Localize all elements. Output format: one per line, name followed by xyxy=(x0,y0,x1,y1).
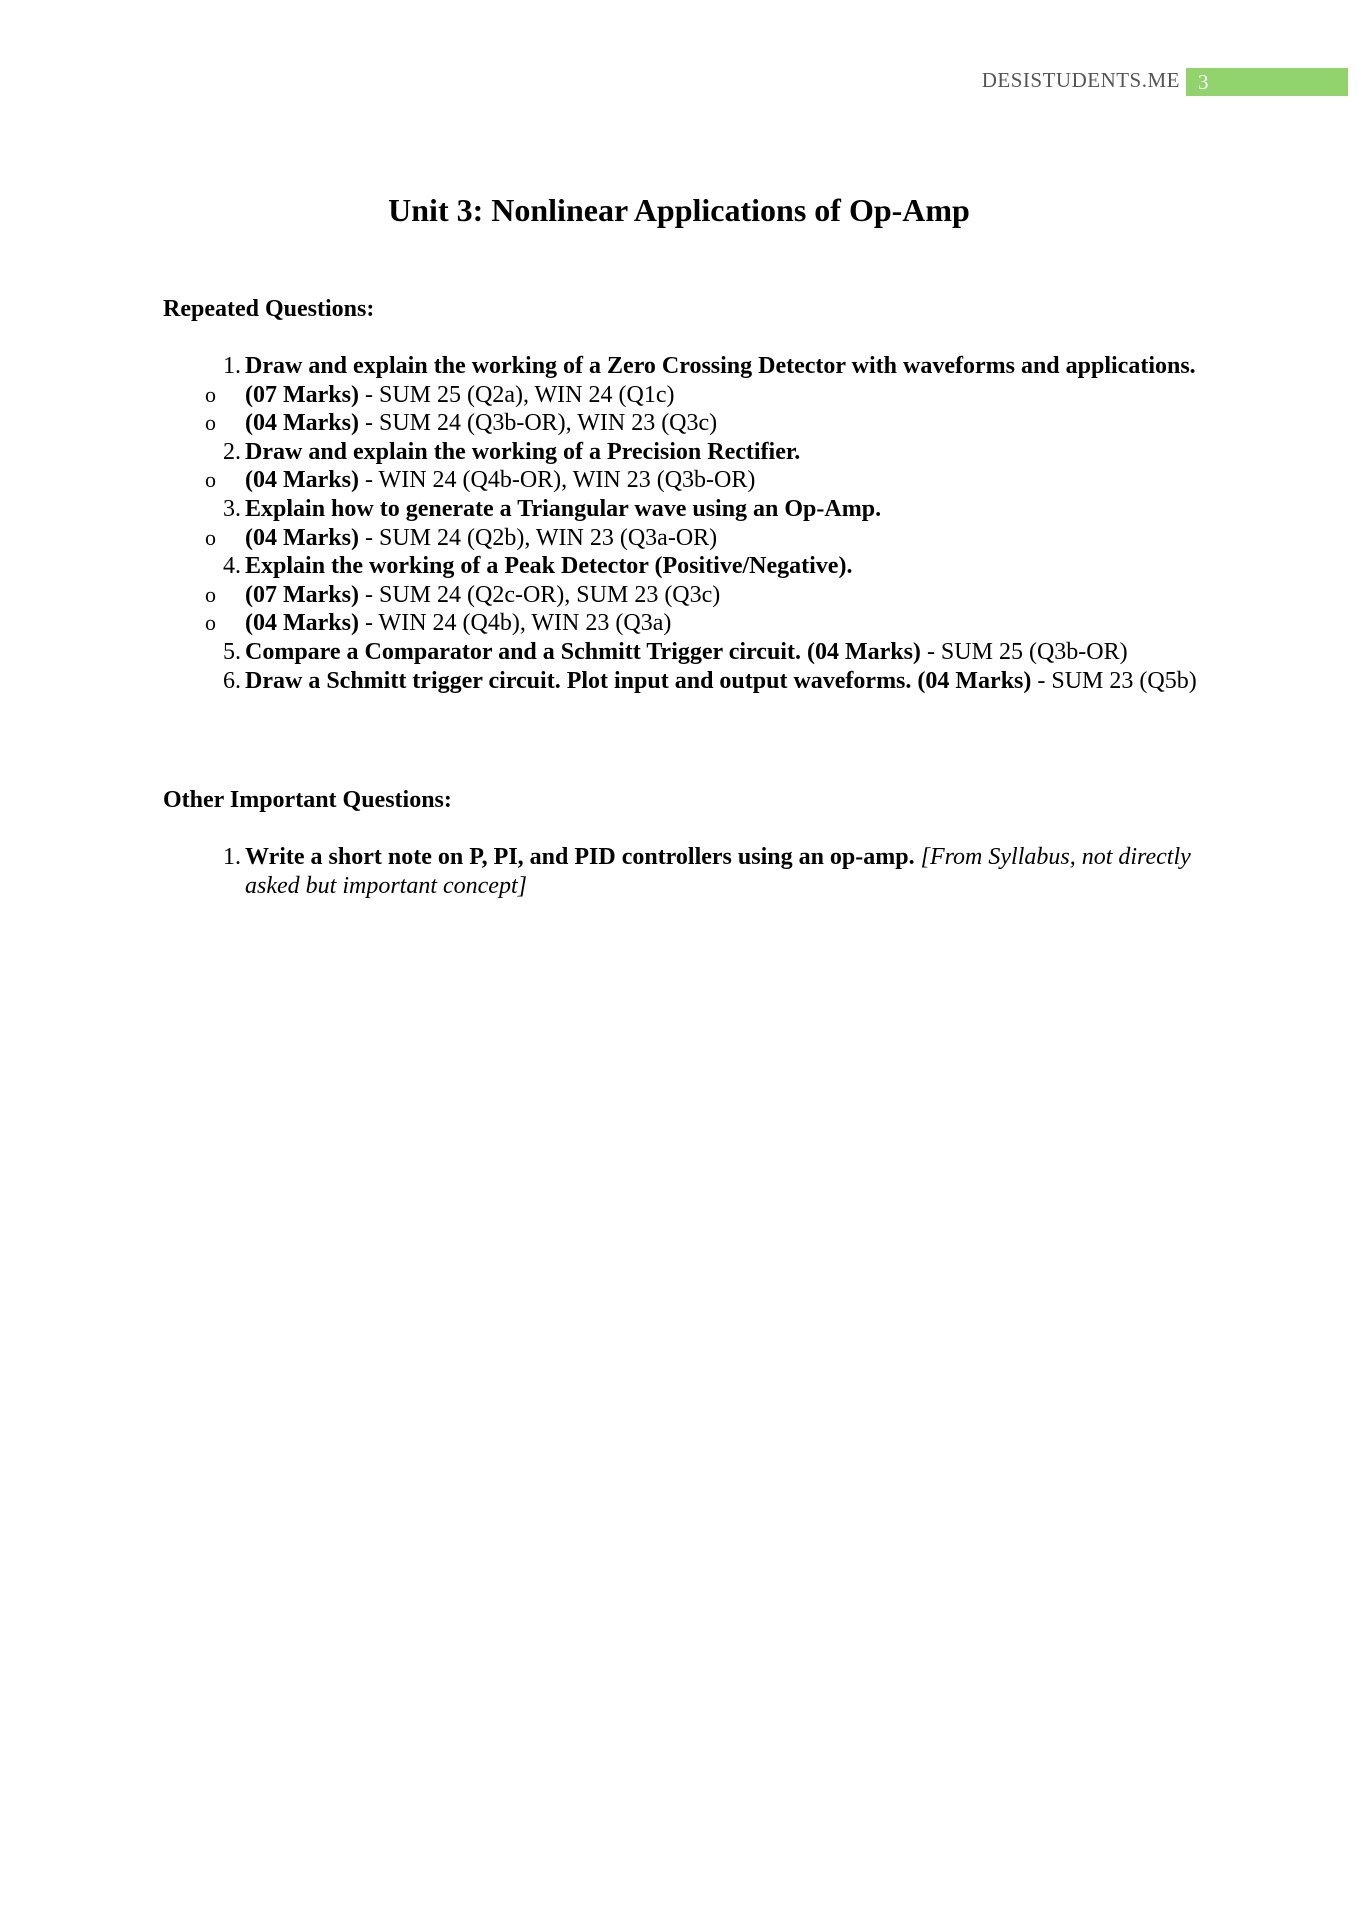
repeated-questions-heading: Repeated Questions: xyxy=(163,296,375,322)
question-text: Explain the working of a Peak Detector (Positive/Negative). xyxy=(245,553,853,580)
question-number: 4 . xyxy=(201,552,241,581)
question-text: Draw a Schmitt trigger circuit. Plot input and output waveforms. (04 Marks) xyxy=(245,667,1032,694)
question-number: 6 . xyxy=(201,667,241,696)
marks-item xyxy=(163,581,1213,610)
bullet-icon: o xyxy=(205,410,216,436)
exam-reference: - SUM 25 (Q2a), WIN 24 (Q1c) xyxy=(358,381,675,408)
repeated-questions-list xyxy=(163,352,1213,695)
marks-item xyxy=(163,381,1213,410)
question-text: Draw and explain the working of a Zero Crossing Detector with waveforms and applications. xyxy=(245,353,1196,379)
exam-reference: - SUM 24 (Q2b), WIN 23 (Q3a-OR) xyxy=(358,524,718,551)
marks-item xyxy=(163,409,1213,438)
exam-reference: - SUM 24 (Q2c-OR), SUM 23 (Q3c) xyxy=(358,581,721,608)
marks-item xyxy=(163,466,1213,495)
bullet-icon: o xyxy=(205,381,216,407)
bullet-icon: o xyxy=(205,610,216,636)
question-item xyxy=(163,352,1213,381)
other-questions-heading: Other Important Questions: xyxy=(163,787,452,813)
syllabus-note: [From Syllabus, not directly asked but important concept] xyxy=(245,844,1191,899)
question-text: Draw and explain the working of a Precision Rectifier. xyxy=(245,438,801,465)
marks-label: (07 Marks) xyxy=(245,381,359,408)
marks-label: (04 Marks) xyxy=(245,524,359,551)
header-page-number: 3 xyxy=(1186,68,1348,96)
bullet-icon: o xyxy=(205,524,216,550)
question-item xyxy=(163,843,1213,900)
page-title: Unit 3: Nonlinear Applications of Op-Amp xyxy=(388,192,970,228)
question-number: 3 . xyxy=(201,495,241,524)
question-number: 1 . xyxy=(201,352,241,381)
question-number: 1 . xyxy=(201,843,241,872)
question-item xyxy=(163,638,1213,667)
header-site-name: DESISTUDENTS.ME xyxy=(981,68,1180,92)
exam-reference: - SUM 25 (Q3b-OR) xyxy=(920,638,1128,665)
exam-reference: - SUM 23 (Q5b) xyxy=(1031,667,1197,694)
question-text: Write a short note on P, PI, and PID controllers using an op-amp. xyxy=(245,844,915,870)
bullet-icon: o xyxy=(205,467,216,493)
bullet-icon: o xyxy=(205,581,216,607)
exam-reference: - WIN 24 (Q4b-OR), WIN 23 (Q3b-OR) xyxy=(358,467,756,494)
marks-label: (04 Marks) xyxy=(245,410,359,437)
question-item xyxy=(163,552,1213,581)
marks-item xyxy=(163,609,1213,638)
question-number: 2 . xyxy=(201,438,241,467)
question-number: 5 . xyxy=(201,638,241,667)
question-item xyxy=(163,667,1213,696)
question-text: Explain how to generate a Triangular wave using an Op-Amp. xyxy=(245,495,882,522)
marks-label: (07 Marks) xyxy=(245,581,359,608)
exam-reference: - SUM 24 (Q3b-OR), WIN 23 (Q3c) xyxy=(358,410,718,437)
marks-label: (04 Marks) xyxy=(245,610,359,637)
marks-label: (04 Marks) xyxy=(245,467,359,494)
exam-reference: - WIN 24 (Q4b), WIN 23 (Q3a) xyxy=(358,610,672,637)
question-item xyxy=(163,438,1213,467)
marks-item xyxy=(163,524,1213,553)
other-questions-list xyxy=(163,843,1213,900)
question-text: Compare a Comparator and a Schmitt Trigger circuit. (04 Marks) xyxy=(245,638,921,665)
question-item xyxy=(163,495,1213,524)
